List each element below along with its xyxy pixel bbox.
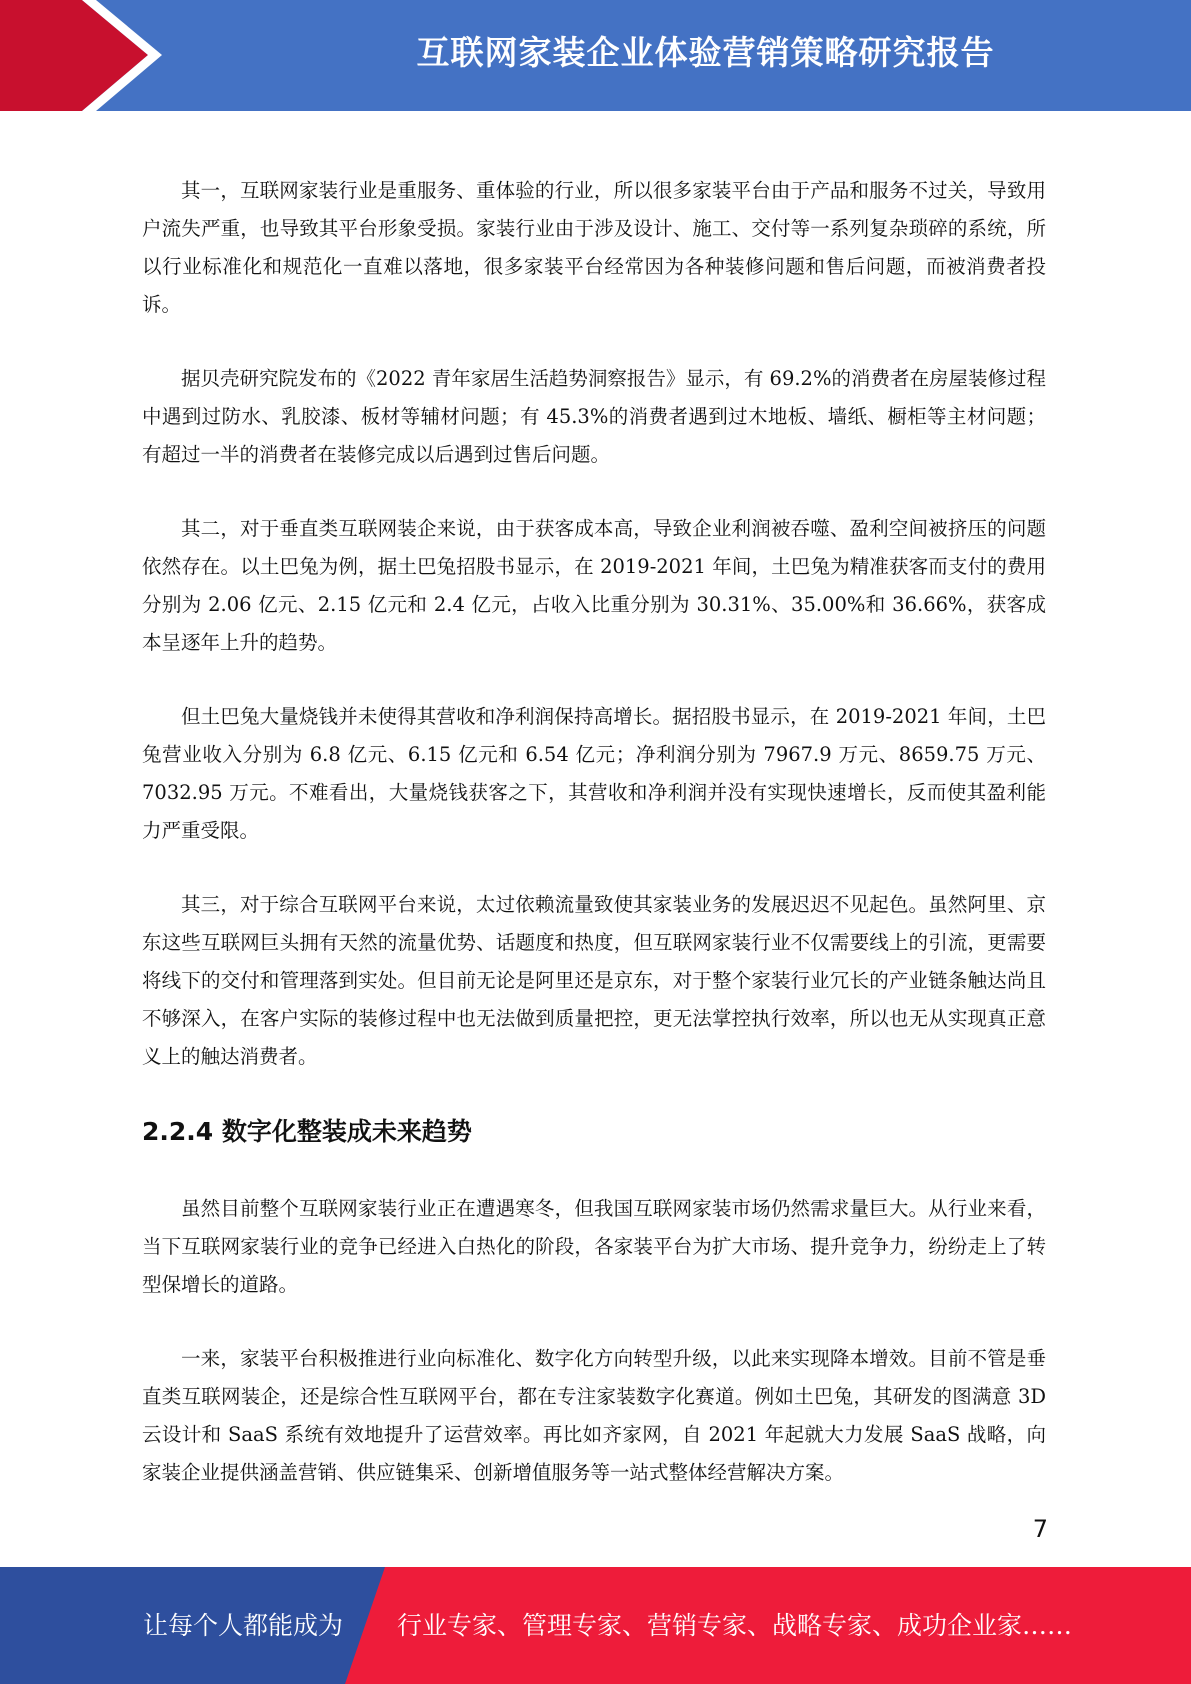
- page-number: 7: [1032, 1515, 1048, 1543]
- footer-slogan-left: 让每个人都能成为: [143, 1611, 344, 1640]
- footer-slogan-right: 行业专家、管理专家、营销专家、战略专家、成功企业家……: [397, 1611, 1073, 1640]
- paragraph-5: 其三，对于综合互联网平台来说，太过依赖流量致使其家装业务的发展迟迟不见起色。虽然阿里、京东这些互联网巨头拥有天然的流量优势、话题度和热度，但互联网家装行业不仅需要线上的引流，更需要将线下的交付和管理落到实处。但目前无论是阿里还是京东，对于整个家装行业冗长的产业链条触达尚且不够深入，在客户实际的装修过程中也无法做到质量把控，更无法掌控执行效率，所以也无从实现真正意义上的触达消费者。: [142, 893, 1046, 1068]
- paragraph-3: 其二，对于垂直类互联网装企来说，由于获客成本高，导致企业利润被吞噬、盈利空间被挤压的问题依然存在。以土巴兔为例，据土巴兔招股书显示，在 2019-2021 年间，土巴兔为精准获客而支付的费用分别为 2.06 亿元、2.15 亿元和 2.4 亿元，占收入比重分别为 30.31%、35.00%和 36.66%，获客成本呈逐年上升的趋势。: [142, 517, 1046, 654]
- section-paragraph-2: 一来，家装平台积极推进行业向标准化、数字化方向转型升级，以此来实现降本增效。目前不管是垂直类互联网装企，还是综合性互联网平台，都在专注家装数字化赛道。例如土巴兔，其研发的图满意 3D 云设计和 SaaS 系统有效地提升了运营效率。再比如齐家网，自 2021 年起就大力发展 SaaS 战略，向家装企业提供涵盖营销、供应链集采、创新增值服务等一站式整体经营解决方案。: [142, 1347, 1046, 1484]
- paragraph-1: 其一，互联网家装行业是重服务、重体验的行业，所以很多家装平台由于产品和服务不过关，导致用户流失严重，也导致其平台形象受损。家装行业由于涉及设计、施工、交付等一系列复杂琐碎的系统，所以行业标准化和规范化一直难以落地，很多家装平台经常因为各种装修问题和售后问题，而被消费者投诉。: [142, 179, 1046, 316]
- report-title: 互联网家装企业体验营销策略研究报告: [416, 33, 995, 72]
- document-body: [142, 172, 1046, 1528]
- footer-banner: [0, 1567, 1191, 1684]
- paragraph-4: 但土巴兔大量烧钱并未使得其营收和净利润保持高增长。据招股书显示，在 2019-2021 年间，土巴兔营业收入分别为 6.8 亿元、6.15 亿元和 6.54 亿元；净利润分别为 7967.9 万元、8659.75 万元、7032.95 万元。不难看出，大量烧钱获客之下，其营收和净利润并没有实现快速增长，反而使其盈利能力严重受限。: [142, 705, 1046, 842]
- section-paragraph-1: 虽然目前整个互联网家装行业正在遭遇寒冬，但我国互联网家装市场仍然需求量巨大。从行业来看，当下互联网家装行业的竞争已经进入白热化的阶段，各家装平台为扩大市场、提升竞争力，纷纷走上了转型保增长的道路。: [142, 1197, 1046, 1296]
- paragraph-2: 据贝壳研究院发布的《2022 青年家居生活趋势洞察报告》显示，有 69.2%的消费者在房屋装修过程中遇到过防水、乳胶漆、板材等辅材问题；有 45.3%的消费者遇到过木地板、墙纸、橱柜等主材问题；有超过一半的消费者在装修完成以后遇到过售后问题。: [142, 367, 1046, 466]
- section-heading: 2.2.4 数字化整装成未来趋势: [142, 1117, 472, 1146]
- header-banner: [0, 0, 1191, 111]
